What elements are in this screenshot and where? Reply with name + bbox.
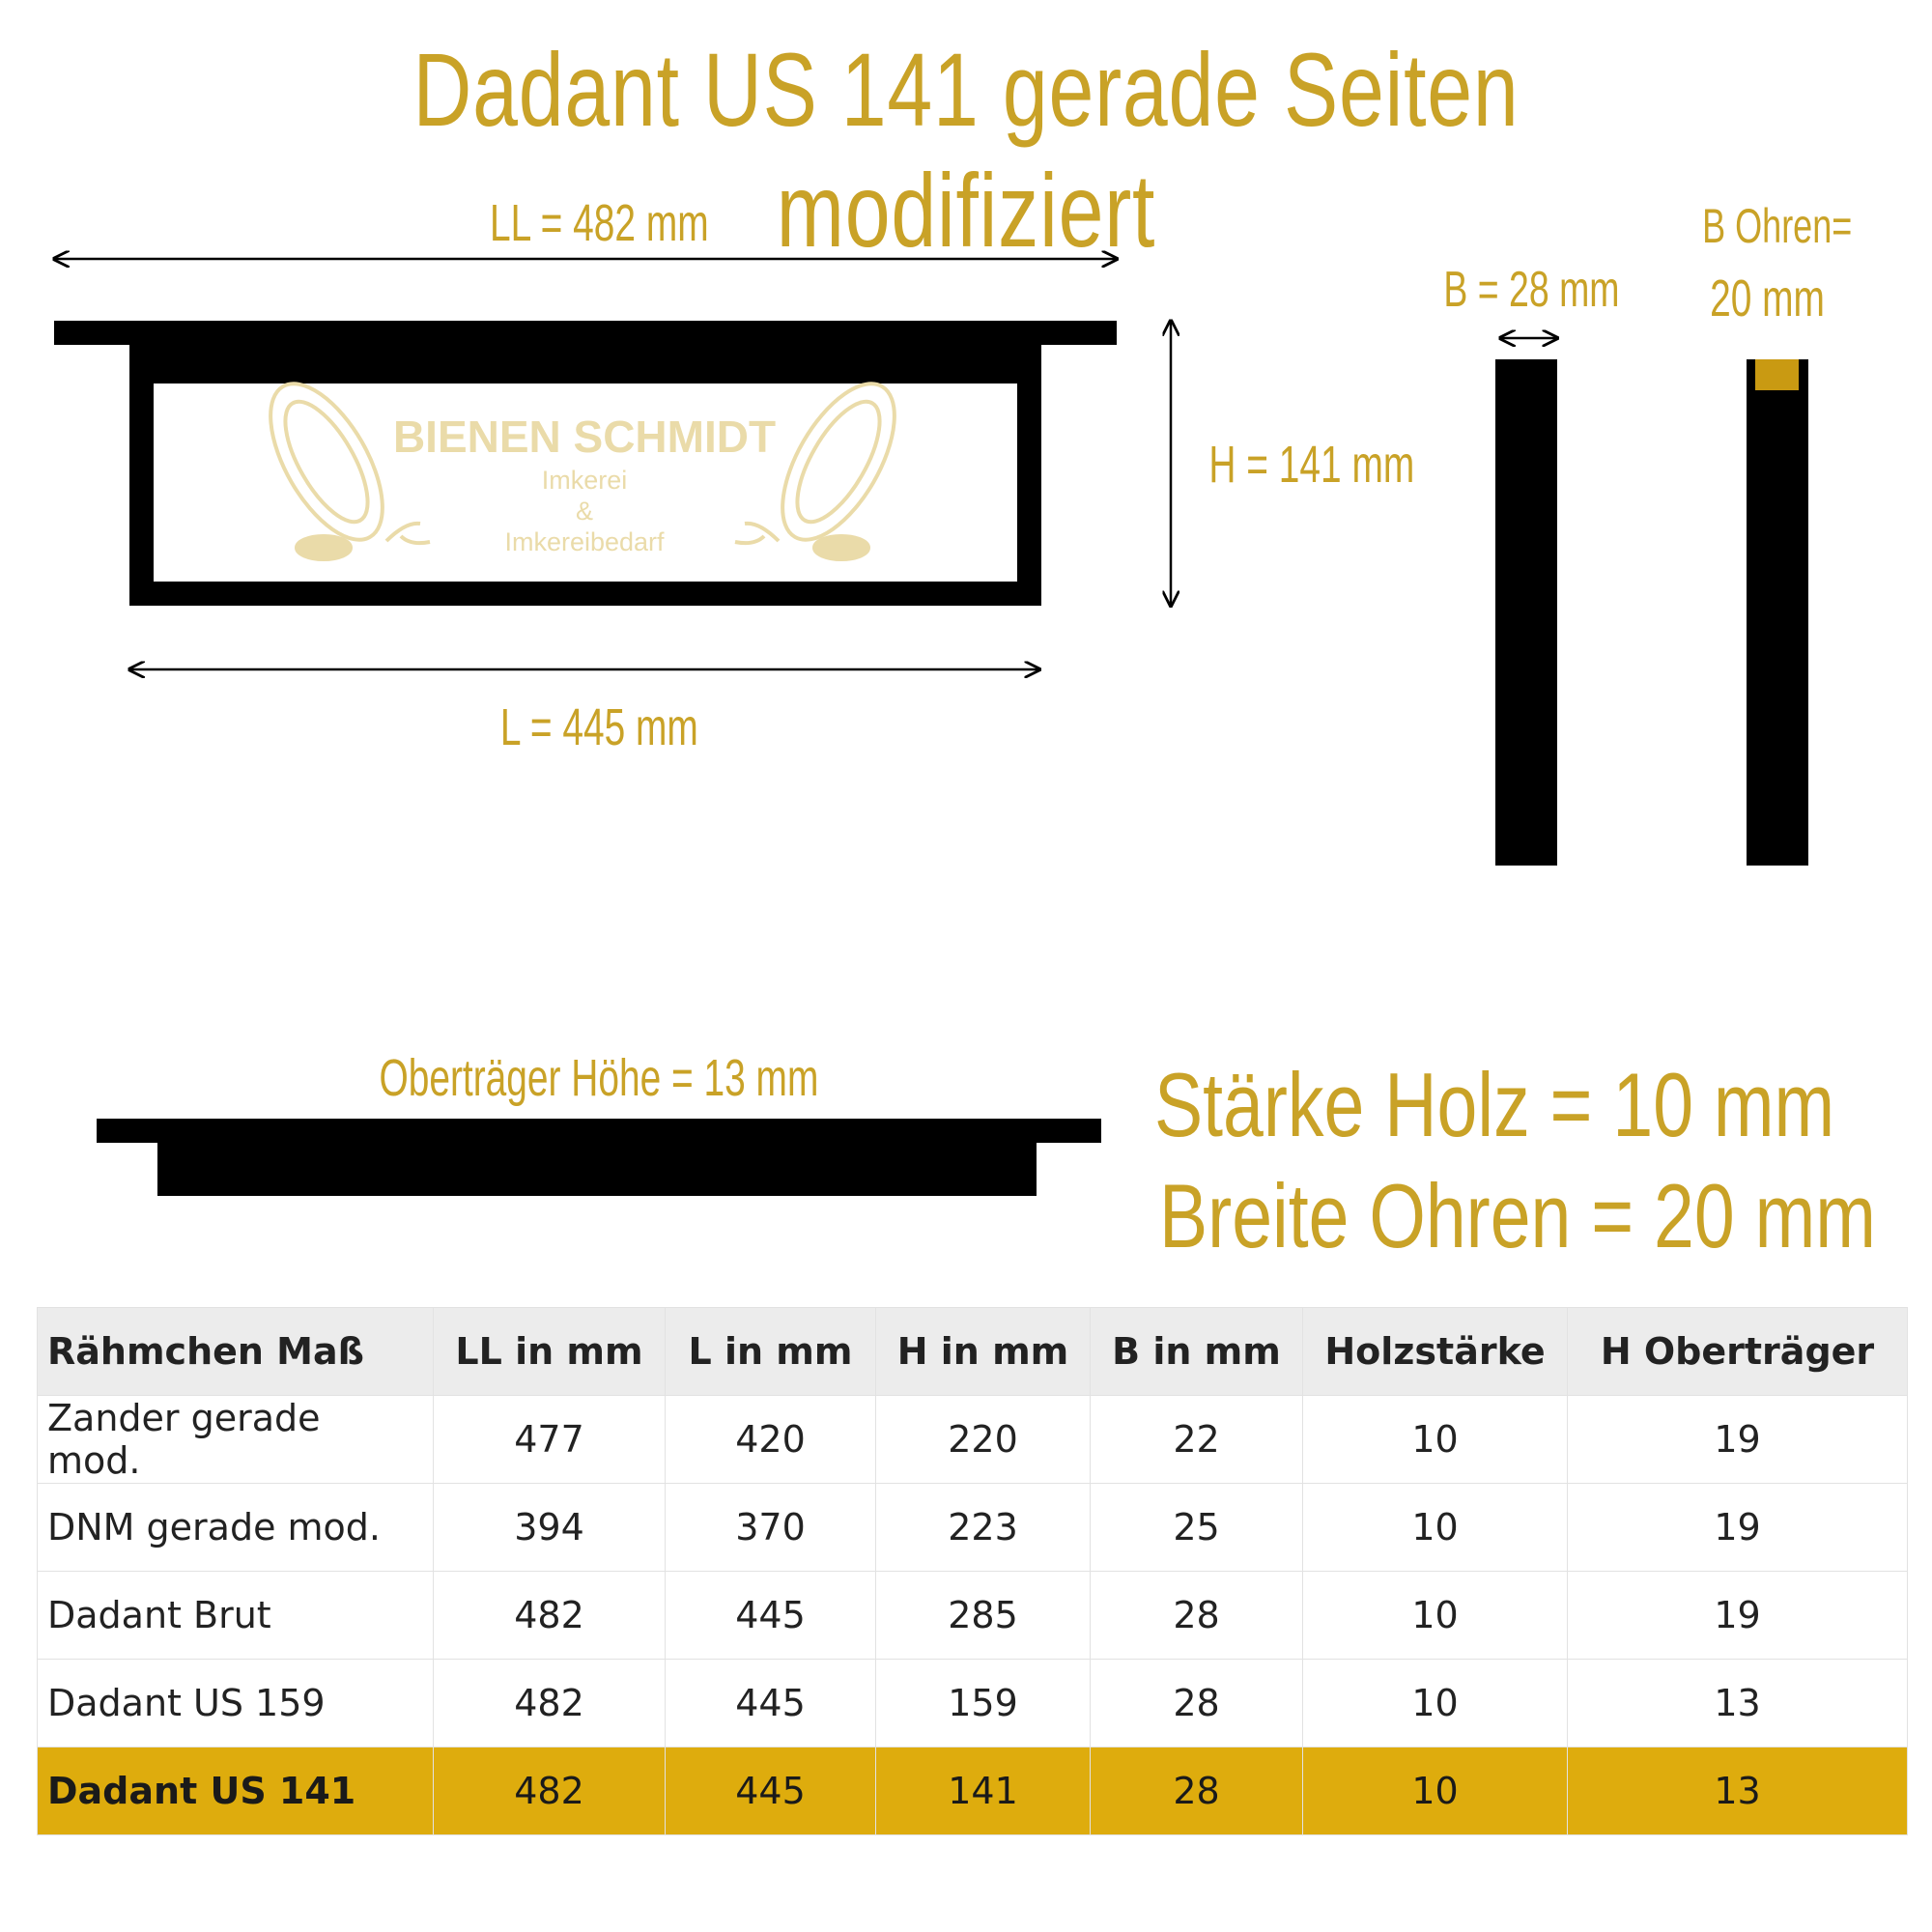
table-cell: 477 [434, 1396, 666, 1484]
header-cell: LL in mm [434, 1308, 666, 1396]
table-cell: Dadant US 141 [38, 1747, 434, 1835]
table-cell: 482 [434, 1747, 666, 1835]
watermark-bee-right [735, 366, 917, 559]
spec-table [37, 1307, 1908, 1835]
table-cell: 25 [1091, 1484, 1303, 1572]
top-bar-thick [129, 343, 1039, 384]
b-ohren-label-1: B Ohren= [1702, 199, 1853, 253]
obertraeger-top [97, 1119, 1101, 1143]
staerke-holz-label: Stärke Holz = 10 mm [1154, 1054, 1835, 1155]
table-cell: Dadant US 159 [38, 1660, 434, 1747]
table-cell: 10 [1303, 1396, 1568, 1484]
page-title: Dadant US 141 gerade Seiten modifiziert [412, 31, 1520, 269]
header-cell: H in mm [876, 1308, 1091, 1396]
table-cell: 22 [1091, 1396, 1303, 1484]
table-row [38, 1484, 1908, 1572]
side-profile-b [1495, 359, 1557, 866]
table-row [38, 1396, 1908, 1484]
side-profile-ohren [1747, 359, 1808, 866]
table-row-highlighted [38, 1747, 1908, 1835]
h-label: H = 141 mm [1208, 436, 1415, 494]
watermark-line1: Imkerei [541, 466, 628, 495]
table-cell: 13 [1568, 1660, 1908, 1747]
table-cell: 445 [666, 1572, 876, 1660]
table-cell: 19 [1568, 1484, 1908, 1572]
table-cell: 19 [1568, 1572, 1908, 1660]
table-cell: 285 [876, 1572, 1091, 1660]
left-side [129, 343, 154, 606]
table-cell: Zander gerade mod. [38, 1396, 434, 1484]
table-cell: 28 [1091, 1660, 1303, 1747]
b-label: B = 28 mm [1442, 262, 1620, 318]
table-cell: 223 [876, 1484, 1091, 1572]
table-cell: 10 [1303, 1747, 1568, 1835]
table-cell: 159 [876, 1660, 1091, 1747]
header-cell: Rähmchen Maß [38, 1308, 434, 1396]
table-cell: 482 [434, 1660, 666, 1747]
table-cell: 370 [666, 1484, 876, 1572]
table-header-row [38, 1308, 1908, 1396]
header-cell: L in mm [666, 1308, 876, 1396]
table-cell: 141 [876, 1747, 1091, 1835]
watermark-bee-left [248, 366, 430, 559]
top-bar [54, 321, 1117, 345]
watermark-line3: Imkereibedarf [504, 527, 665, 556]
table-cell: 445 [666, 1747, 876, 1835]
table-row [38, 1572, 1908, 1660]
obertraeger-body [157, 1140, 1037, 1196]
table-cell: 28 [1091, 1747, 1303, 1835]
obertraeger-label: Oberträger Höhe = 13 mm [379, 1049, 819, 1107]
table-cell: 420 [666, 1396, 876, 1484]
watermark-brand: BIENEN SCHMIDT [392, 412, 777, 462]
table-cell: 28 [1091, 1572, 1303, 1660]
table-cell: 10 [1303, 1660, 1568, 1747]
table-cell: 445 [666, 1660, 876, 1747]
header-cell: Holzstärke [1303, 1308, 1568, 1396]
bottom-bar [129, 582, 1041, 606]
header-cell: B in mm [1091, 1308, 1303, 1396]
table-cell: 19 [1568, 1396, 1908, 1484]
ear-marker [1755, 359, 1799, 390]
table-cell: DNM gerade mod. [38, 1484, 434, 1572]
table-row [38, 1660, 1908, 1747]
header-cell: H Oberträger [1568, 1308, 1908, 1396]
table-cell: 482 [434, 1572, 666, 1660]
table-cell: 10 [1303, 1572, 1568, 1660]
table-cell: 10 [1303, 1484, 1568, 1572]
watermark-line2: & [575, 497, 593, 526]
l-label: L = 445 mm [499, 698, 698, 756]
right-side [1017, 343, 1041, 606]
breite-ohren-label: Breite Ohren = 20 mm [1159, 1165, 1876, 1266]
table-cell: 220 [876, 1396, 1091, 1484]
ll-label: LL = 482 mm [489, 194, 709, 252]
b-ohren-label-2: 20 mm [1710, 270, 1826, 327]
table-cell: 13 [1568, 1747, 1908, 1835]
table-cell: 394 [434, 1484, 666, 1572]
table-cell: Dadant Brut [38, 1572, 434, 1660]
